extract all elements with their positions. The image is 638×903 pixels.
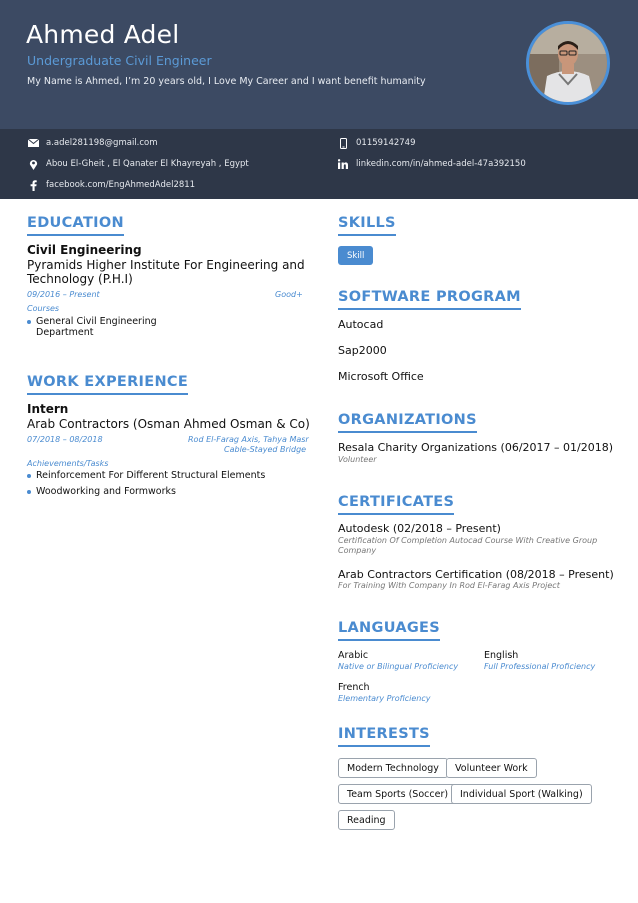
software-item: Sap2000 (338, 344, 387, 357)
interest-tag: Team Sports (Soccer) (338, 784, 457, 804)
contact-phone[interactable] (336, 137, 416, 149)
course-line1: General Civil Engineering (36, 316, 157, 327)
school-name-line2: Technology (P.H.I) (27, 272, 133, 286)
organization-role: Volunteer (338, 455, 377, 464)
contact-facebook[interactable] (26, 179, 195, 191)
facebook-text: facebook.com/EngAhmedAdel2811 (46, 180, 196, 190)
education-grade: Good+ (275, 290, 303, 299)
education-heading: EDUCATION (27, 215, 124, 236)
linkedin-text: linkedin.com/in/ahmed-adel-47a392150 (356, 159, 526, 169)
task-item: Reinforcement For Different Structural Elements (27, 470, 265, 481)
job-subtitle: Undergraduate Civil Engineer (27, 53, 212, 68)
certificate-name: Arab Contractors Certification (08/2018 – Present) (338, 568, 614, 581)
email-text: a.adel281198@gmail.com (46, 138, 158, 148)
person-name: Ahmed Adel (26, 20, 180, 49)
profile-photo (526, 21, 610, 105)
work-experience-heading: WORK EXPERIENCE (27, 374, 188, 395)
language-level: Full Professional Proficiency (484, 662, 596, 671)
certificate-name: Autodesk (02/2018 – Present) (338, 522, 501, 535)
organizations-heading: ORGANIZATIONS (338, 412, 477, 433)
task-item: Woodworking and Formworks (27, 486, 176, 497)
language-name: Arabic (338, 650, 369, 661)
facebook-icon (26, 179, 40, 191)
courses-label: Courses (27, 304, 60, 313)
resume-header (0, 0, 638, 129)
school-name-line1: Pyramids Higher Institute For Engineering and (27, 258, 305, 272)
address-text: Abou El-Gheit , El Qanater El Khayreyah , Egypt (46, 159, 249, 169)
language-name: French (338, 682, 370, 693)
software-item: Autocad (338, 318, 384, 331)
summary-text: My Name is Ahmed, I’m 20 years old, I Love My Career and I want benefit humanity (27, 76, 426, 87)
certificates-heading: CERTIFICATES (338, 494, 454, 515)
contact-bar (0, 129, 638, 199)
skill-tag: Skill (338, 246, 373, 265)
certificate-desc-line1: Certification Of Completion Autocad Course With Creative Group (338, 536, 598, 545)
work-company: Arab Contractors (Osman Ahmed Osman & Co) (27, 417, 310, 431)
organization-name: Resala Charity Organizations (06/2017 – 01/2018) (338, 441, 613, 454)
interests-heading: INTERESTS (338, 726, 430, 747)
course-item (27, 316, 157, 338)
location-pin-icon (26, 158, 40, 170)
linkedin-icon (336, 158, 350, 170)
tasks-label: Achievements/Tasks (27, 459, 109, 468)
language-level: Native or Bilingual Proficiency (338, 662, 459, 671)
work-location-line1: Rod El-Farag Axis, Tahya Masr (188, 435, 309, 444)
language-name: English (484, 650, 519, 661)
skills-heading: SKILLS (338, 215, 396, 236)
certificate-desc-line2: Company (338, 546, 377, 555)
software-heading: SOFTWARE PROGRAM (338, 289, 521, 310)
work-dates: 07/2018 – 08/2018 (27, 435, 103, 444)
interest-tag: Volunteer Work (446, 758, 537, 778)
interest-tag: Reading (338, 810, 395, 830)
phone-icon (336, 137, 350, 149)
work-location-line2: Cable-Stayed Bridge (224, 445, 307, 454)
phone-text: 01159142749 (356, 138, 416, 148)
degree-title: Civil Engineering (27, 243, 142, 257)
interest-tag: Individual Sport (Walking) (451, 784, 592, 804)
contact-email[interactable] (26, 137, 158, 149)
software-item: Microsoft Office (338, 370, 424, 383)
certificate-desc-line1: For Training With Company In Rod El-Farag Axis Project (338, 581, 560, 590)
contact-address (26, 158, 249, 170)
course-line2: Department (36, 327, 94, 338)
work-role: Intern (27, 402, 69, 416)
language-level: Elementary Proficiency (338, 694, 431, 703)
contact-linkedin[interactable] (336, 158, 526, 170)
languages-heading: LANGUAGES (338, 620, 440, 641)
interest-tag: Modern Technology (338, 758, 448, 778)
education-dates: 09/2016 – Present (27, 290, 100, 299)
envelope-icon (26, 137, 40, 149)
